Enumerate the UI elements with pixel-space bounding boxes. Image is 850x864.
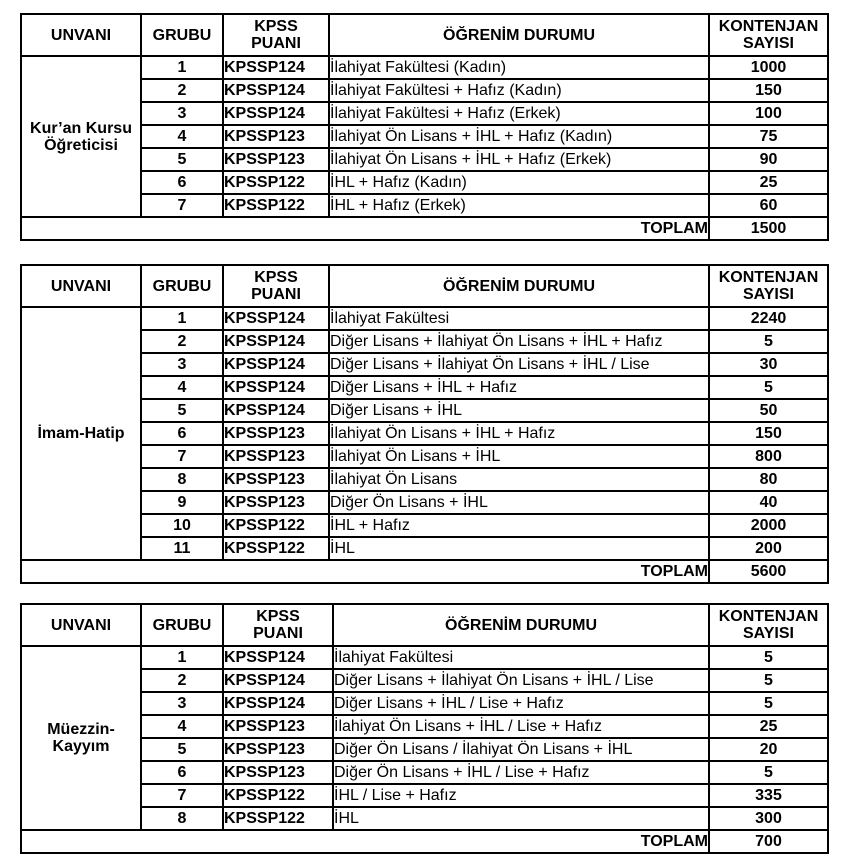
cell-kontenjan: 800 [709,445,828,468]
table-row [21,307,828,330]
cell-kontenjan: 100 [709,102,828,125]
cell-kontenjan: 50 [709,399,828,422]
cell-kontenjan: 5 [709,646,828,669]
cell-ogrenim-durumu: İlahiyat Fakültesi [329,307,709,330]
cell-kontenjan: 5 [709,669,828,692]
table-row [21,514,828,537]
table-row [21,761,828,784]
cell-kontenjan: 150 [709,79,828,102]
table-row [21,784,828,807]
cell-kpss-puani: KPSSP123 [223,715,333,738]
cell-grubu: 1 [141,56,223,79]
cell-grubu: 2 [141,669,223,692]
cell-grubu: 11 [141,537,223,560]
cell-grubu: 1 [141,646,223,669]
cell-kpss-puani: KPSSP123 [223,738,333,761]
header-kontenjan-line1: KONTENJAN [718,608,819,625]
table-row [21,102,828,125]
cell-ogrenim-durumu: Diğer Lisans + İHL [329,399,709,422]
cell-kpss-puani: KPSSP123 [223,468,329,491]
cell-kpss-puani: KPSSP122 [223,514,329,537]
table-row [21,669,828,692]
header-kpss-line1: KPSS [256,608,300,625]
cell-kpss-puani: KPSSP122 [223,194,329,217]
cell-ogrenim-durumu: İHL + Hafız (Erkek) [329,194,709,217]
header-kpss [223,604,333,646]
cell-grubu: 5 [141,399,223,422]
cell-ogrenim-durumu: Diğer Lisans + İlahiyat Ön Lisans + İHL / Lise [333,669,709,692]
cell-kpss-puani: KPSSP123 [223,422,329,445]
cell-kontenjan: 30 [709,353,828,376]
cell-kpss-puani: KPSSP124 [223,79,329,102]
table-row [21,353,828,376]
unvan-title-line2: Kayyım [52,738,110,755]
header-unvani: UNVANI [21,265,141,307]
table-row [21,56,828,79]
header-grubu: GRUBU [141,14,223,56]
cell-kontenjan: 1000 [709,56,828,79]
header-grubu: GRUBU [141,265,223,307]
table-row [21,646,828,669]
table-row [21,148,828,171]
cell-grubu: 6 [141,761,223,784]
header-kontenjan-line1: KONTENJAN [718,18,819,35]
cell-kpss-puani: KPSSP122 [223,537,329,560]
cell-grubu: 1 [141,307,223,330]
cell-kontenjan: 90 [709,148,828,171]
cell-kpss-puani: KPSSP122 [223,784,333,807]
cell-grubu: 6 [141,171,223,194]
cell-kontenjan: 5 [709,330,828,353]
table-row [21,171,828,194]
header-kpss [223,265,329,307]
cell-kontenjan: 5 [709,761,828,784]
cell-grubu: 3 [141,692,223,715]
cell-kontenjan: 335 [709,784,828,807]
cell-kontenjan: 5 [709,692,828,715]
cell-kpss-puani: KPSSP123 [223,148,329,171]
cell-ogrenim-durumu: İlahiyat Ön Lisans + İHL / Lise + Hafız [333,715,709,738]
quota-table-imam-hatip [20,264,829,584]
cell-ogrenim-durumu: İHL / Lise + Hafız [333,784,709,807]
table-row [21,445,828,468]
cell-ogrenim-durumu: İlahiyat Ön Lisans + İHL + Hafız [329,422,709,445]
header-kontenjan-line2: SAYISI [743,625,794,642]
cell-ogrenim-durumu: İlahiyat Ön Lisans [329,468,709,491]
cell-kpss-puani: KPSSP123 [223,491,329,514]
header-kontenjan [709,14,828,56]
cell-grubu: 10 [141,514,223,537]
table-row [21,125,828,148]
table-row [21,194,828,217]
cell-kpss-puani: KPSSP124 [223,646,333,669]
unvan-title [21,646,141,830]
cell-kpss-puani: KPSSP123 [223,445,329,468]
total-label: TOPLAM [21,560,709,583]
cell-ogrenim-durumu: Diğer Lisans + İHL / Lise + Hafız [333,692,709,715]
cell-kpss-puani: KPSSP124 [223,56,329,79]
cell-ogrenim-durumu: Diğer Ön Lisans + İHL [329,491,709,514]
cell-kpss-puani: KPSSP124 [223,330,329,353]
cell-ogrenim-durumu: İlahiyat Fakültesi + Hafız (Erkek) [329,102,709,125]
cell-grubu: 2 [141,330,223,353]
cell-kpss-puani: KPSSP124 [223,353,329,376]
header-unvani: UNVANI [21,604,141,646]
table-row [21,79,828,102]
cell-kontenjan: 60 [709,194,828,217]
header-kpss-line1: KPSS [254,269,298,286]
cell-kpss-puani: KPSSP124 [223,692,333,715]
cell-grubu: 8 [141,468,223,491]
header-kpss-line2: PUANI [251,286,301,303]
cell-grubu: 7 [141,445,223,468]
header-kpss [223,14,329,56]
total-label: TOPLAM [21,217,709,240]
header-ogrenim: ÖĞRENİM DURUMU [329,14,709,56]
cell-grubu: 4 [141,376,223,399]
header-grubu: GRUBU [141,604,223,646]
header-kontenjan [709,265,828,307]
cell-ogrenim-durumu: İlahiyat Fakültesi + Hafız (Kadın) [329,79,709,102]
header-kontenjan [709,604,828,646]
cell-grubu: 8 [141,807,223,830]
unvan-title-line1: İmam-Hatip [37,425,125,442]
cell-ogrenim-durumu: İHL + Hafız [329,514,709,537]
cell-kontenjan: 2240 [709,307,828,330]
header-kontenjan-line1: KONTENJAN [718,269,819,286]
table-header-row [21,265,828,307]
quota-table-kuran-kursu [20,13,829,241]
cell-grubu: 6 [141,422,223,445]
cell-kpss-puani: KPSSP124 [223,102,329,125]
cell-grubu: 4 [141,125,223,148]
cell-kontenjan: 75 [709,125,828,148]
cell-kontenjan: 25 [709,171,828,194]
table-row [21,537,828,560]
cell-grubu: 4 [141,715,223,738]
total-row [21,217,828,240]
total-label: TOPLAM [21,830,709,853]
total-row [21,560,828,583]
quota-table-muezzin-kayyim [20,603,829,854]
cell-kontenjan: 80 [709,468,828,491]
table-row [21,491,828,514]
total-value: 700 [709,830,828,853]
total-value: 5600 [709,560,828,583]
table-row [21,376,828,399]
table-row [21,422,828,445]
cell-ogrenim-durumu: Diğer Lisans + İlahiyat Ön Lisans + İHL / Lise [329,353,709,376]
table-body [21,56,828,240]
cell-ogrenim-durumu: İHL [329,537,709,560]
cell-ogrenim-durumu: Diğer Lisans + İlahiyat Ön Lisans + İHL + Hafız [329,330,709,353]
table-header-row [21,604,828,646]
cell-kpss-puani: KPSSP122 [223,807,333,830]
table-body [21,307,828,583]
total-row [21,830,828,853]
cell-kpss-puani: KPSSP122 [223,171,329,194]
cell-kontenjan: 5 [709,376,828,399]
table-row [21,468,828,491]
cell-ogrenim-durumu: İlahiyat Ön Lisans + İHL + Hafız (Erkek) [329,148,709,171]
cell-kontenjan: 20 [709,738,828,761]
cell-kpss-puani: KPSSP124 [223,376,329,399]
header-kontenjan-line2: SAYISI [743,35,794,52]
cell-kontenjan: 40 [709,491,828,514]
unvan-title [21,56,141,217]
cell-kpss-puani: KPSSP124 [223,307,329,330]
table-header-row [21,14,828,56]
table-row [21,692,828,715]
cell-kpss-puani: KPSSP124 [223,669,333,692]
cell-kontenjan: 200 [709,537,828,560]
cell-kontenjan: 150 [709,422,828,445]
cell-grubu: 5 [141,148,223,171]
cell-grubu: 7 [141,194,223,217]
cell-ogrenim-durumu: İlahiyat Fakültesi (Kadın) [329,56,709,79]
cell-ogrenim-durumu: İHL + Hafız (Kadın) [329,171,709,194]
cell-kpss-puani: KPSSP124 [223,399,329,422]
cell-kpss-puani: KPSSP123 [223,125,329,148]
cell-kpss-puani: KPSSP123 [223,761,333,784]
table-row [21,738,828,761]
header-kpss-line2: PUANI [253,625,303,642]
cell-ogrenim-durumu: İlahiyat Ön Lisans + İHL + Hafız (Kadın) [329,125,709,148]
header-ogrenim: ÖĞRENİM DURUMU [333,604,709,646]
table-row [21,715,828,738]
table-row [21,330,828,353]
cell-kontenjan: 25 [709,715,828,738]
header-kpss-line1: KPSS [254,18,298,35]
cell-kontenjan: 2000 [709,514,828,537]
unvan-title-line1: Müezzin- [47,721,115,738]
cell-grubu: 5 [141,738,223,761]
table-body [21,646,828,853]
cell-grubu: 3 [141,353,223,376]
table-row [21,807,828,830]
table-row [21,399,828,422]
header-kontenjan-line2: SAYISI [743,286,794,303]
cell-ogrenim-durumu: Diğer Lisans + İHL + Hafız [329,376,709,399]
header-kpss-line2: PUANI [251,35,301,52]
unvan-title [21,307,141,560]
cell-grubu: 7 [141,784,223,807]
cell-grubu: 9 [141,491,223,514]
cell-ogrenim-durumu: İlahiyat Fakültesi [333,646,709,669]
cell-kontenjan: 300 [709,807,828,830]
cell-grubu: 2 [141,79,223,102]
cell-grubu: 3 [141,102,223,125]
cell-ogrenim-durumu: İHL [333,807,709,830]
cell-ogrenim-durumu: İlahiyat Ön Lisans + İHL [329,445,709,468]
cell-ogrenim-durumu: Diğer Ön Lisans + İHL / Lise + Hafız [333,761,709,784]
unvan-title-line1: Kur’an Kursu [30,119,132,137]
unvan-title-line2: Öğreticisi [44,136,118,154]
cell-ogrenim-durumu: Diğer Ön Lisans / İlahiyat Ön Lisans + İHL [333,738,709,761]
header-unvani: UNVANI [21,14,141,56]
header-ogrenim: ÖĞRENİM DURUMU [329,265,709,307]
total-value: 1500 [709,217,828,240]
